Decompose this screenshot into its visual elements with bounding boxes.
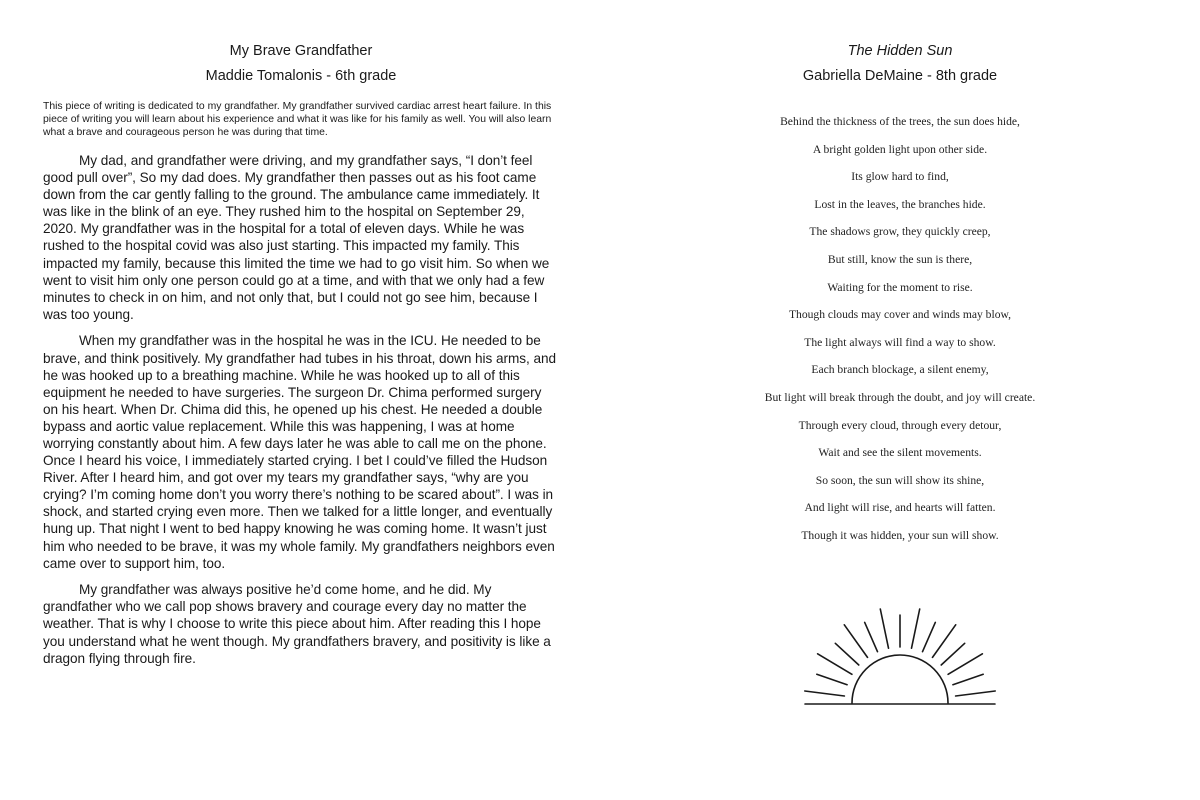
sun-ray [923, 622, 936, 651]
story-dedication: This piece of writing is dedicated to my grandfather. My grandfather survived cardiac arrest heart failure. In this piece of writing you will learn about his experience and what it was like for his family as well. You will also learn what a brave and courageous person he was during that time. [43, 101, 552, 138]
sun-icon [790, 595, 1010, 710]
poem-line: Behind the thickness of the trees, the sun does hide, [780, 115, 1020, 128]
poem-line: Though it was hidden, your sun will show. [801, 528, 999, 542]
poem-line: So soon, the sun will show its shine, [815, 473, 985, 487]
sun-ray [818, 654, 852, 675]
poem-author: Gabriella DeMaine - 8th grade [802, 68, 998, 84]
story-title: My Brave Grandfather [229, 43, 373, 59]
story-paragraph: My dad, and grandfather were driving, and my grandfather says, “I don’t feel good pull over”, So my dad does. My grandfather then passes out as his foot came down from the car gently falling to the ground. The ambulance came immediately. It was like in the blink of an eye. They rushed him to the hospital on September 29, 2020. My grandfather was in the hospital for a total of eleven days. While he was rushed to the hospital covid was also just starting. This impacted my family. This impacted my family, because this limited the time we had to go visit him. So when we went to visit him only one person could go at a time, and with that we only had a few minutes to check in on him, and not only that, but I could not go see him, because I was too young. [43, 153, 550, 322]
poem-line: And light will rise, and hearts will fatten. [804, 501, 996, 515]
poem-line: But still, know the sun is there, [827, 252, 973, 266]
poem-line: Wait and see the silent movements. [818, 446, 982, 460]
sun-ray [880, 609, 888, 648]
poem-line: The light always will find a way to show. [804, 335, 996, 349]
sun-arc [852, 655, 948, 703]
poem-title: The Hidden Sun [847, 43, 953, 59]
poem-body [600, 112, 1200, 554]
sun-ray [844, 625, 867, 658]
poem-line: Each branch blockage, a silent enemy, [811, 363, 989, 377]
sun-ray [865, 622, 878, 651]
sun-ray [956, 691, 996, 696]
sun-ray [933, 625, 956, 658]
sun-ray [835, 643, 859, 665]
sun-ray [912, 609, 920, 648]
poem-line: Its glow hard to find, [851, 170, 949, 184]
poem-line: But light will break through the doubt, and joy will create. [764, 390, 1036, 404]
poem-line: Through every cloud, through every detour, [798, 418, 1002, 432]
sun-ray [953, 674, 983, 684]
story-paragraph: When my grandfather was in the hospital he was in the ICU. He needed to be brave, and think positively. My grandfather had tubes in his throat, down his arms, and he was hooked up to a breathing machine. While he was hooked up to all of this equipment he needed to have surgeries. The surgeon Dr. Chima performed surgery on his heart. When Dr. Chima did this, he opened up his chest. He needed a double bypass and aortic value replacement. While this was happening, I was at home worrying constantly about him. A few days later he was able to call me on the phone. Once I heard his voice, I immediately started crying. I bet I could’ve filled the Hudson River. After I heard him, and got over my tears my grandfather says, “why are you crying? I’m coming home don’t you worry there’s nothing to be scared about”. I was in shock, and started crying even more. Then we talked for a little longer, and eventually hung up. That night I went to bed happy knowing he was coming home. It wasn’t just him who needed to be brave, it was my whole family. My grandfathers neighbors even came over to support him, too. [43, 333, 556, 571]
story-author: Maddie Tomalonis - 6th grade [205, 68, 397, 84]
poem-line: A bright golden light upon other side. [812, 142, 988, 156]
poem-line: The shadows grow, they quickly creep, [809, 225, 991, 239]
sun-ray [817, 674, 847, 684]
poem-line: Waiting for the moment to rise. [827, 280, 973, 294]
story-body [43, 152, 560, 676]
poem-line: Though clouds may cover and winds may blow, [788, 308, 1012, 322]
sun-ray [941, 643, 965, 665]
story-paragraph: My grandfather was always positive he’d come home, and he did. My grandfather who we call pop shows bravery and courage every day no matter the weather. That is why I choose to write this piece about him. After reading this I hope you understand what he went though. My grandfathers bravery, and positivity is like a dragon flying through fire. [43, 582, 551, 666]
poem-line: Lost in the leaves, the branches hide. [814, 197, 986, 211]
sun-ray [805, 691, 845, 696]
sun-ray [948, 654, 982, 675]
